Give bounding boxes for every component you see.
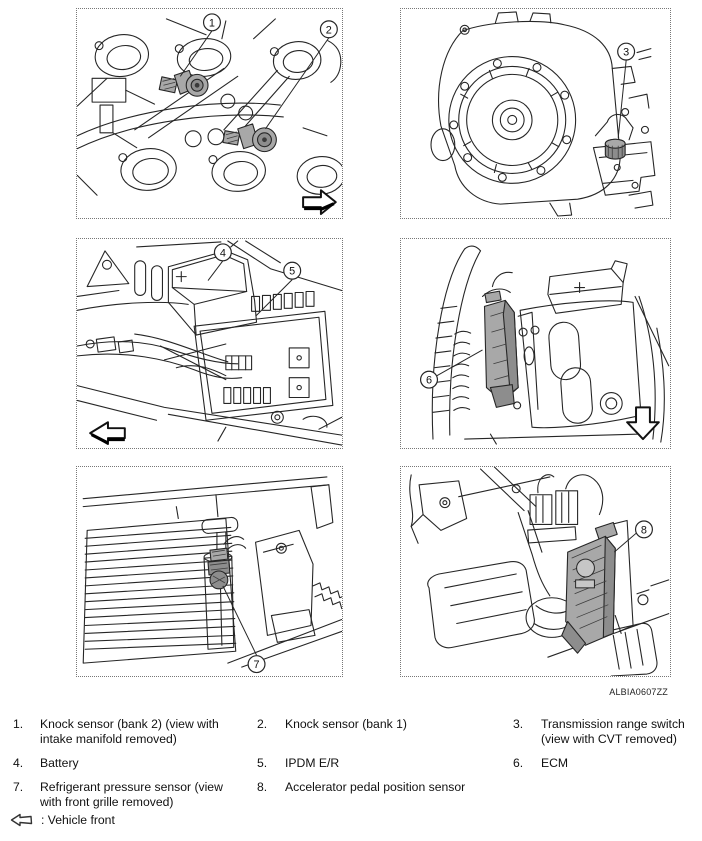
legend-label-knock-sensor-bank1: Knock sensor (bank 1) (285, 717, 407, 731)
legend-label-battery: Battery (40, 756, 79, 770)
panel-accelerator-pedal-sensor (400, 466, 671, 677)
panel-refrigerant-pressure-sensor (76, 466, 343, 677)
legend-label-accelerator-pedal-sensor: Accelerator pedal position sensor (285, 780, 466, 794)
panel-battery-ipdm (76, 238, 343, 449)
callout-3 (618, 43, 635, 60)
callout-5 (284, 262, 301, 279)
svg-text:1: 1 (208, 17, 216, 30)
vehicle-front-label: : Vehicle front (41, 812, 115, 827)
legend-num-4: 4. (13, 756, 24, 770)
battery-ipdm-drawing (77, 239, 342, 448)
ecm-drawing (401, 239, 670, 448)
vehicle-front-note (10, 812, 115, 828)
svg-text:6: 6 (425, 374, 433, 387)
legend-empty-cell (513, 780, 541, 810)
svg-text:3: 3 (623, 46, 630, 59)
callout-8 (636, 521, 653, 538)
transmission-drawing (401, 9, 670, 218)
svg-text:7: 7 (253, 659, 260, 672)
legend-num-3: 3. (513, 717, 524, 731)
legend-num-6: 6. (513, 756, 524, 770)
knock-sensor-bank2-part (159, 70, 208, 96)
legend-label-refrigerant-pressure-sensor: Refrigerant pressure sensor (view with front grille removed) (40, 780, 223, 809)
legend-label-transmission-range-switch: Transmission range switch (view with CVT removed) (541, 717, 685, 746)
callout-1 (204, 14, 221, 31)
callout-4 (214, 244, 231, 261)
legend-num-7: 7. (13, 780, 24, 794)
figure-code: ALBIA0607ZZ (609, 687, 668, 697)
legend-label-ecm: ECM (541, 756, 569, 770)
vehicle-front-left-arrow-icon (90, 422, 125, 444)
svg-text:5: 5 (289, 265, 296, 278)
ecm-part (484, 291, 518, 407)
panel-transmission-range-switch (400, 8, 671, 219)
legend (13, 717, 700, 810)
svg-text:4: 4 (219, 247, 226, 260)
panel-knock-sensors (76, 8, 343, 219)
refrigerant-pressure-sensor-part (208, 548, 230, 589)
transmission-range-switch-part (605, 139, 625, 159)
legend-label-ipdm: IPDM E/R (285, 756, 340, 770)
legend-num-8: 8. (257, 780, 268, 794)
knock-sensors-drawing (77, 9, 342, 218)
legend-num-2: 2. (257, 717, 268, 731)
vehicle-front-arrow-icon (10, 812, 33, 828)
legend-label-knock-sensor-bank2: Knock sensor (bank 2) (view with intake manifold removed) (40, 717, 219, 746)
pedal-drawing (401, 467, 670, 676)
accelerator-pedal-position-sensor-part (562, 522, 617, 653)
condenser-drawing (77, 467, 342, 676)
legend-empty-cell (541, 780, 700, 810)
legend-num-1: 1. (13, 717, 24, 731)
svg-text:2: 2 (325, 24, 332, 37)
panel-ecm (400, 238, 671, 449)
knock-sensor-bank1-part (223, 124, 276, 152)
callout-6 (421, 371, 438, 388)
svg-text:8: 8 (640, 524, 647, 537)
callout-7 (248, 656, 265, 673)
legend-num-5: 5. (257, 756, 268, 770)
callout-2 (320, 21, 337, 38)
